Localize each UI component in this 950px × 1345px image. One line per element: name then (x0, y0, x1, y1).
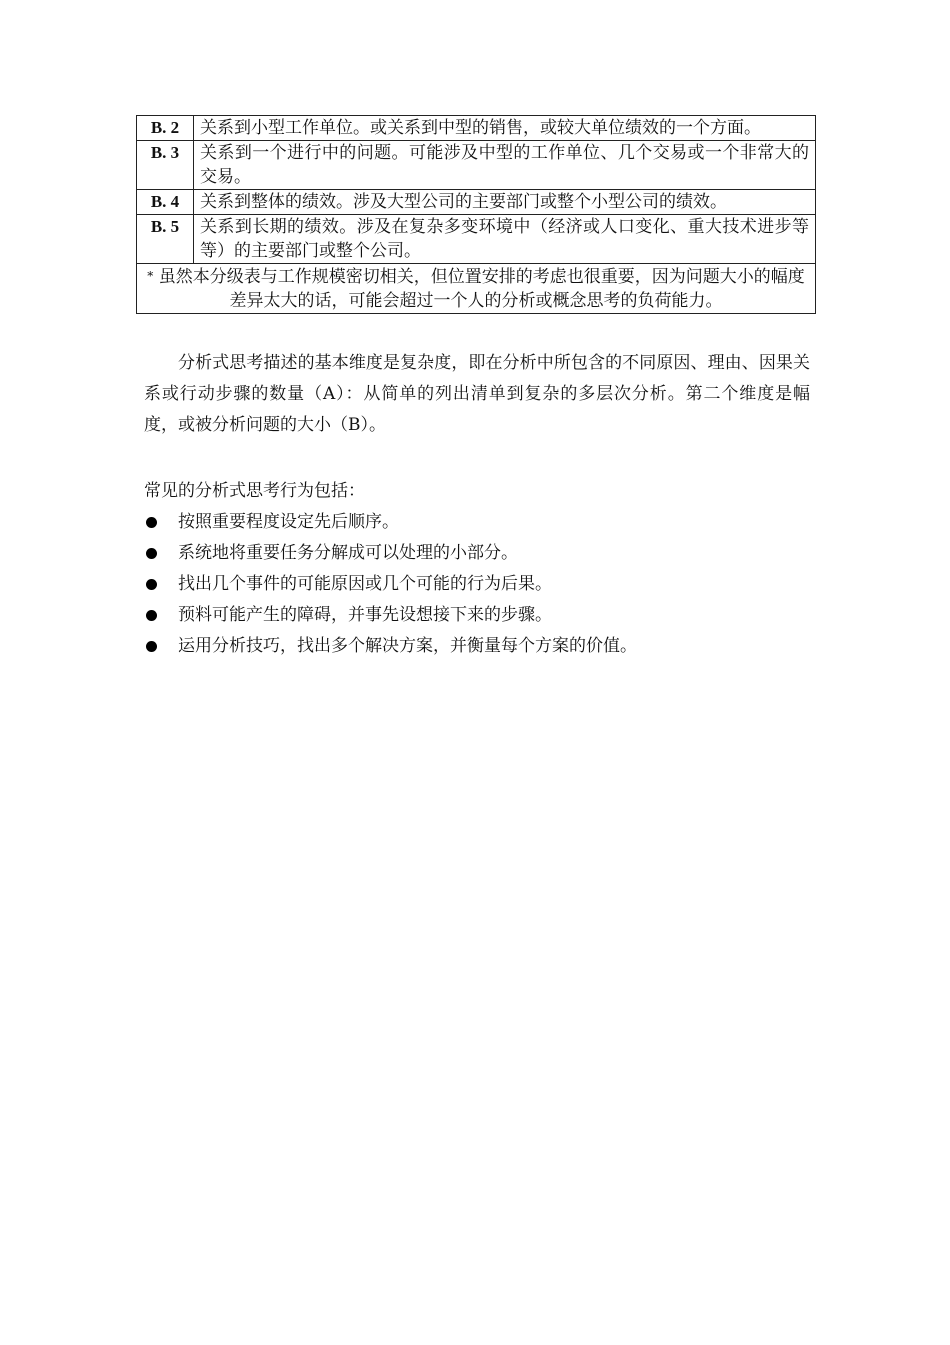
level-description: 关系到长期的绩效。涉及在复杂多变环境中（经济或人口变化、重大技术进步等等）的主要部门或整个公司。 (194, 215, 816, 264)
list-item-text: 预料可能产生的障碍，并事先设想接下来的步骤。 (178, 605, 552, 625)
level-code: B. 3 (137, 141, 194, 190)
note-marker: * (147, 269, 154, 283)
bullet-icon (146, 610, 157, 621)
list-item (144, 538, 810, 569)
table-row (137, 116, 816, 141)
bullet-icon (146, 548, 157, 559)
list-item (144, 569, 810, 600)
list-item-text: 按照重要程度设定先后顺序。 (178, 512, 399, 532)
level-code: B. 4 (137, 190, 194, 215)
bullet-icon (146, 641, 157, 652)
bullet-icon (146, 579, 157, 590)
level-code: B. 5 (137, 215, 194, 264)
breadth-scale-table (136, 115, 816, 314)
note-text: 虽然本分级表与工作规模密切相关，但位置安排的考虑也很重要，因为问题大小的幅度差异太大的话，可能会超过一个人的分析或概念思考的负荷能力。 (158, 267, 805, 311)
table-row (137, 190, 816, 215)
list-item-text: 系统地将重要任务分解成可以处理的小部分。 (178, 543, 518, 563)
level-description: 关系到一个进行中的问题。可能涉及中型的工作单位、几个交易或一个非常大的交易。 (194, 141, 816, 190)
level-description: 关系到整体的绩效。涉及大型公司的主要部门或整个小型公司的绩效。 (194, 190, 816, 215)
table-note-row (137, 264, 816, 314)
list-intro: 常见的分析式思考行为包括： (144, 481, 365, 501)
list-item-text: 运用分析技巧，找出多个解决方案，并衡量每个方案的价值。 (178, 636, 637, 656)
table-note (137, 264, 816, 314)
table-row (137, 215, 816, 264)
level-description: 关系到小型工作单位。或关系到中型的销售，或较大单位绩效的一个方面。 (194, 116, 816, 141)
behavior-list (144, 507, 810, 662)
bullet-icon (146, 517, 157, 528)
list-item (144, 507, 810, 538)
list-item (144, 631, 810, 662)
explanation-paragraph: 分析式思考描述的基本维度是复杂度，即在分析中所包含的不同原因、理由、因果关系或行动步骤的数量（A）：从简单的列出清单到复杂的多层次分析。第二个维度是幅度，或被分析问题的大小（B）。 (144, 353, 810, 435)
list-item-text: 找出几个事件的可能原因或几个可能的行为后果。 (178, 574, 552, 594)
level-code: B. 2 (137, 116, 194, 141)
table-row (137, 141, 816, 190)
list-item (144, 600, 810, 631)
